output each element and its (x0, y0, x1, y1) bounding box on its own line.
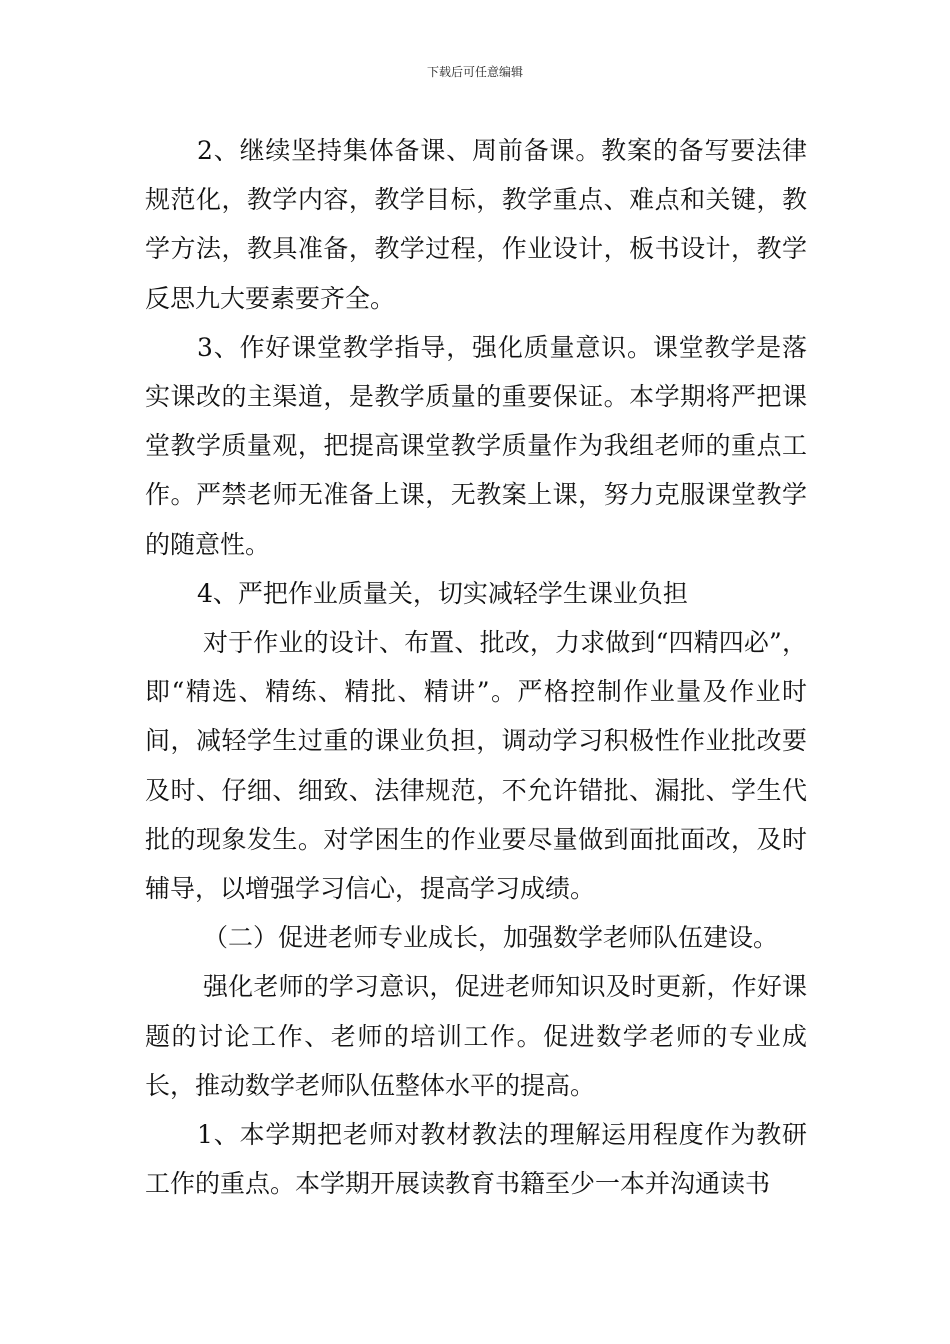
paragraph-classroom-teaching: 3、作好课堂教学指导，强化质量意识。课堂教学是落实课改的主渠道，是教学质量的重要保证。本学期将严把课堂教学质量观，把提高课堂教学质量作为我组老师的重点工作。严禁老师无准备上课，无教案上课，努力克服课堂教学的随意性。 (145, 332, 807, 559)
document-body (145, 126, 807, 1208)
section-heading-teacher-growth: （二）促进老师专业成长，加强数学老师队伍建设。 (203, 923, 779, 953)
paragraph-teacher-learning: 强化老师的学习意识，促进老师知识及时更新，作好课题的讨论工作、老师的培训工作。促进数学老师的专业成长，推动数学老师队伍整体水平的提高。 (145, 972, 807, 1100)
page-header: 下载后可任意编辑 (426, 65, 523, 79)
paragraph-homework-heading: 4、严把作业质量关，切实减轻学生课业负担 (197, 578, 688, 608)
paragraph-homework-details: 对于作业的设计、布置、批改，力求做到“四精四必”，即“精选、精练、精批、精讲”。严格控制作业量及作业时间，减轻学生过重的课业负担，调动学习积极性作业批改要及时、仔细、细致、法律规范，不允许错批、漏批、学生代批的现象发生。对学困生的作业要尽量做到面批面改，及时辅导，以增强学习信心，提高学习成绩。 (145, 628, 807, 904)
paragraph-textbook-focus: 1、本学期把老师对教材教法的理解运用程度作为教研工作的重点。本学期开展读教育书籍至少一本并沟通读书 (145, 1120, 807, 1199)
paragraph-lesson-prep: 2、继续坚持集体备课、周前备课。教案的备写要法律规范化，教学内容，教学目标，教学重点、难点和关键，教学方法，教具准备，教学过程，作业设计，板书设计，教学反思九大要素要齐全。 (145, 136, 807, 313)
